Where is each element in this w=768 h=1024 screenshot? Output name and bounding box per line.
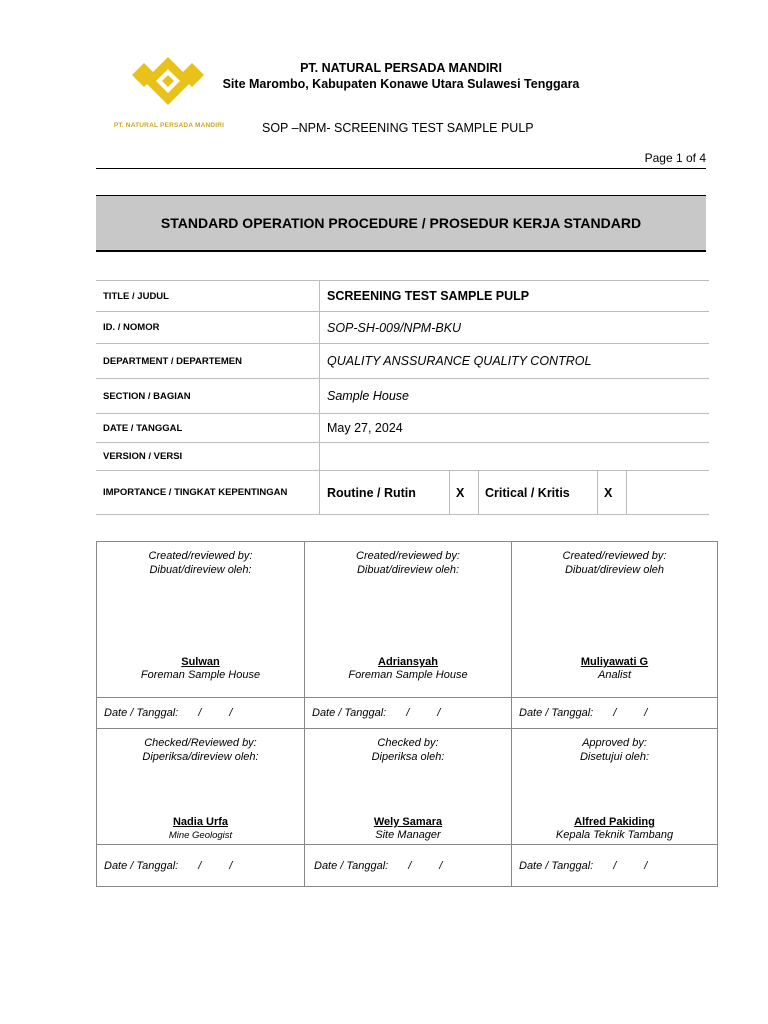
signature-row-2 xyxy=(97,729,717,845)
signer-name: Sulwan xyxy=(181,656,220,668)
role-line-id: Dibuat/direview oleh xyxy=(564,564,665,576)
info-value-id: SOP-SH-009/NPM-BKU xyxy=(327,320,462,335)
signature-cell xyxy=(305,729,512,844)
date-separator: / xyxy=(406,707,410,719)
info-value-title: SCREENING TEST SAMPLE PULP xyxy=(327,289,530,303)
date-label: Date / Tanggal: xyxy=(104,859,179,872)
date-separator: / xyxy=(408,859,412,872)
date-label: Date / Tanggal: xyxy=(312,707,387,719)
signature-cell xyxy=(512,542,717,697)
company-logo xyxy=(100,55,238,135)
signer-position: Foreman Sample House xyxy=(348,669,468,681)
role-line-en: Checked by: xyxy=(377,737,439,749)
company-site: Site Marombo, Kabupaten Konawe Utara Sulawesi Tenggara xyxy=(222,77,580,91)
sop-banner xyxy=(96,195,706,252)
date-cell xyxy=(512,845,717,886)
logo-emblem-icon xyxy=(122,55,214,117)
date-cell xyxy=(305,698,512,728)
date-separator: / xyxy=(613,707,617,719)
role-line-id: Disetujui oleh: xyxy=(579,751,650,763)
info-row-title xyxy=(96,280,709,312)
date-cell xyxy=(97,698,305,728)
info-value-section: Sample House xyxy=(327,389,409,403)
signer-position: Mine Geologist xyxy=(168,830,233,841)
date-row-2 xyxy=(97,845,717,886)
info-label-id: ID. / NOMOR xyxy=(96,312,320,343)
role-line-id: Dibuat/direview oleh: xyxy=(356,564,460,576)
role-line-id: Diperiksa oleh: xyxy=(371,751,445,763)
signer-name: Alfred Pakiding xyxy=(574,816,655,828)
critical-label: Critical / Kritis xyxy=(479,471,598,514)
date-label: Date / Tanggal: xyxy=(519,859,594,872)
role-line-en: Created/reviewed by: xyxy=(148,550,253,562)
date-separator: / xyxy=(229,859,233,872)
signer-name: Muliyawati G xyxy=(580,656,649,668)
role-line-en: Checked/Reviewed by: xyxy=(144,737,257,749)
role-line-en: Created/reviewed by: xyxy=(562,550,667,562)
info-label-section: SECTION / BAGIAN xyxy=(96,379,320,413)
signer-name: Nadia Urfa xyxy=(172,816,229,828)
signer-name: Wely Samara xyxy=(373,816,443,828)
info-table xyxy=(96,280,709,515)
routine-mark: X xyxy=(450,471,479,514)
date-separator: / xyxy=(644,707,648,719)
info-row-section xyxy=(96,379,709,414)
role-line-id: Dibuat/direview oleh: xyxy=(149,564,252,576)
info-value-date: May 27, 2024 xyxy=(327,421,403,435)
date-cell xyxy=(512,698,717,728)
importance-options xyxy=(320,471,709,514)
info-row-id xyxy=(96,312,709,344)
date-cell xyxy=(97,845,305,886)
signature-row-1 xyxy=(97,542,717,698)
logo-text: PT. NATURAL PERSADA MANDIRI xyxy=(113,122,225,129)
date-separator: / xyxy=(437,707,441,719)
role-line-en: Created/reviewed by: xyxy=(356,550,460,562)
info-row-version xyxy=(96,443,709,471)
signature-cell xyxy=(512,729,717,844)
info-value-version xyxy=(320,443,709,470)
signer-position: Analist xyxy=(597,669,632,681)
date-separator: / xyxy=(229,707,233,719)
signer-position: Kepala Teknik Tambang xyxy=(555,829,674,841)
info-row-department xyxy=(96,344,709,379)
signature-cell xyxy=(97,729,305,844)
page-number: Page 1 of 4 xyxy=(644,151,706,165)
info-row-importance xyxy=(96,471,709,515)
company-name: PT. NATURAL PERSADA MANDIRI xyxy=(300,61,502,75)
info-value-department: QUALITY ANSSURANCE QUALITY CONTROL xyxy=(327,354,592,368)
importance-empty-cell xyxy=(627,471,709,514)
signer-position: Foreman Sample House xyxy=(140,669,261,681)
info-label-importance: IMPORTANCE / TINGKAT KEPENTINGAN xyxy=(96,471,320,514)
date-label: Date / Tanggal: xyxy=(104,707,179,719)
role-line-id: Diperiksa/direview oleh: xyxy=(142,751,259,763)
info-label-department: DEPARTMENT / DEPARTEMEN xyxy=(96,344,320,378)
critical-mark: X xyxy=(598,471,627,514)
signer-name: Adriansyah xyxy=(378,656,438,668)
date-separator: / xyxy=(439,859,443,872)
date-separator: / xyxy=(198,859,202,872)
document-code: SOP –NPM- SCREENING TEST SAMPLE PULP xyxy=(262,121,534,135)
routine-label: Routine / Rutin xyxy=(320,471,450,514)
header-divider xyxy=(96,168,706,169)
signature-table xyxy=(96,541,718,887)
role-line-en: Approved by: xyxy=(582,737,647,749)
info-label-version: VERSION / VERSI xyxy=(96,443,320,470)
info-label-date: DATE / TANGGAL xyxy=(96,414,320,442)
date-cell xyxy=(305,845,512,886)
signature-cell xyxy=(305,542,512,697)
signature-cell xyxy=(97,542,305,697)
date-label: Date / Tanggal: xyxy=(314,859,389,872)
info-row-date xyxy=(96,414,709,443)
date-separator: / xyxy=(198,707,202,719)
date-label: Date / Tanggal: xyxy=(519,707,594,719)
date-separator: / xyxy=(613,859,617,872)
info-label-title: TITLE / JUDUL xyxy=(96,281,320,311)
signer-position: Site Manager xyxy=(375,829,441,841)
date-row-1 xyxy=(97,698,717,729)
date-separator: / xyxy=(644,859,648,872)
banner-title: STANDARD OPERATION PROCEDURE / PROSEDUR KERJA STANDARD xyxy=(160,215,642,231)
